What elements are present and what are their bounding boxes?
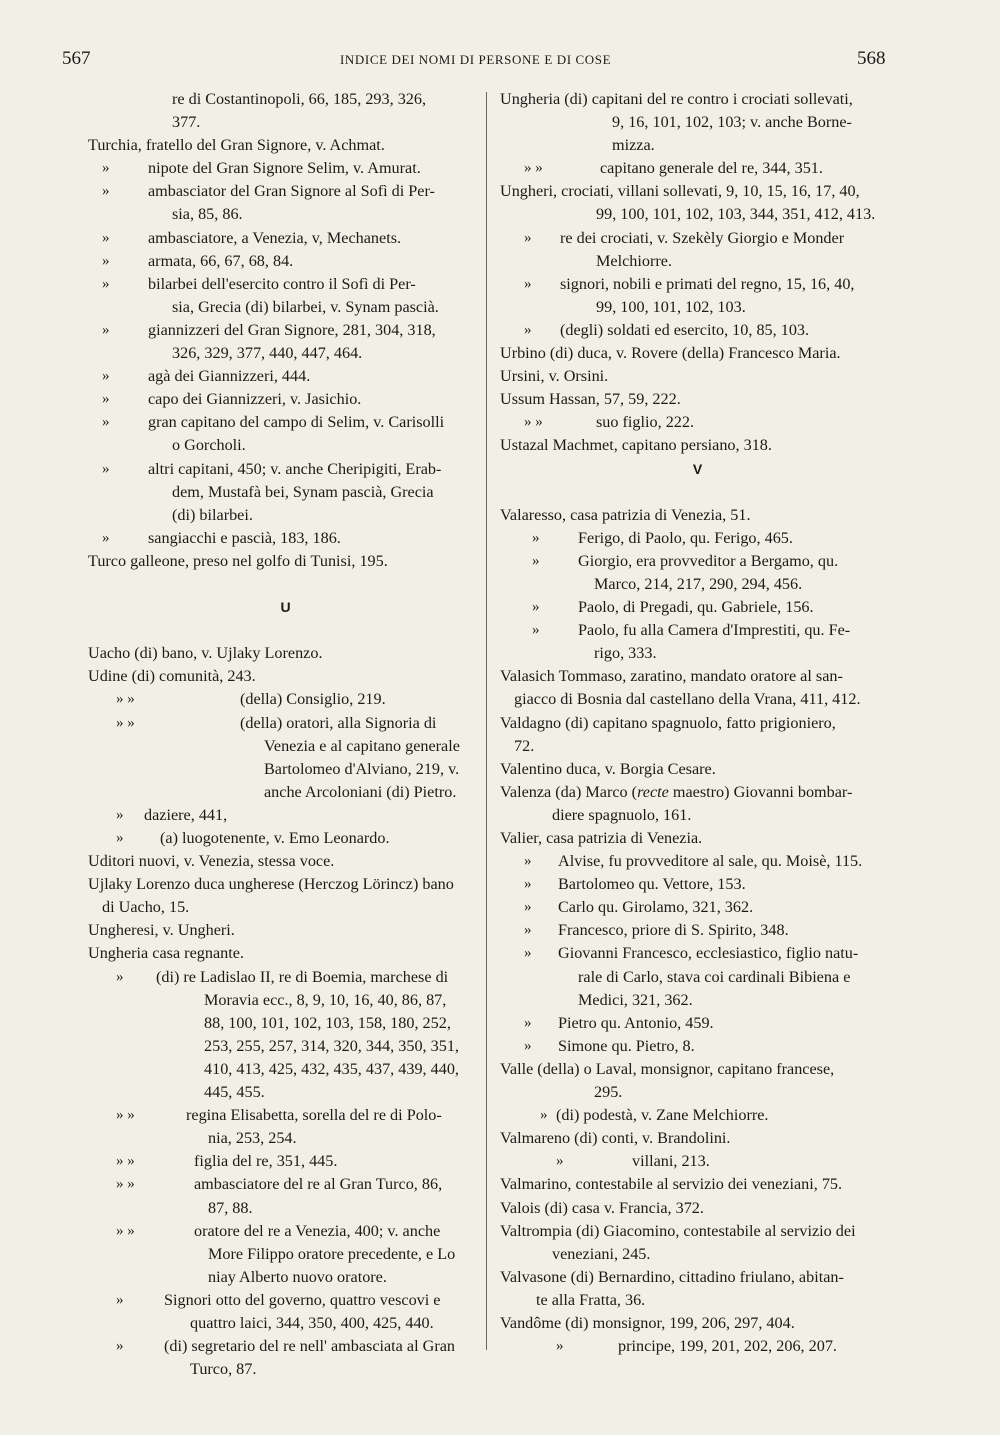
ditto-mark: » [556, 1153, 564, 1170]
index-subentry-line [500, 873, 895, 896]
entry-text: Carlo qu. Girolamo, 321, 362. [558, 898, 754, 917]
ditto-mark: » [116, 1338, 124, 1355]
index-continuation-line [88, 111, 483, 134]
ditto-mark: » [556, 1338, 564, 1355]
running-title: INDICE DEI NOMI DI PERSONE E DI COSE [340, 52, 612, 67]
index-subentry-line [88, 388, 483, 411]
index-continuation-line [88, 1012, 483, 1035]
ditto-mark: » [524, 899, 532, 916]
ditto-mark: » [102, 183, 110, 200]
index-subentry-line [88, 712, 483, 735]
index-entry-line [88, 642, 483, 665]
index-entry-line [500, 1173, 895, 1196]
ditto-mark: » [524, 275, 532, 292]
section-letter: U [280, 599, 291, 616]
entry-text: Valasich Tommaso, zaratino, mandato oratore al san- [500, 667, 843, 686]
entry-text: capo dei Giannizzeri, v. Jasichio. [148, 390, 362, 409]
entry-text: re di Costantinopoli, 66, 185, 293, 326, [172, 90, 427, 108]
index-entry-line [500, 180, 895, 203]
index-subentry-line [500, 1150, 895, 1173]
entry-text: Uacho (di) bano, v. Ujlaky Lorenzo. [88, 644, 323, 663]
entry-text: Venezia e al capitano generale [264, 736, 460, 755]
entry-text: Ujlaky Lorenzo duca ungherese (Herczog Lörincz) bano [88, 875, 454, 894]
entry-text: Francesco, priore di S. Spirito, 348. [558, 921, 789, 940]
entry-text: 410, 413, 425, 432, 435, 437, 439, 440, [204, 1059, 459, 1078]
blank-line [88, 619, 483, 642]
entry-text: 295. [594, 1083, 623, 1102]
entry-text: principe, 199, 201, 202, 206, 207. [618, 1337, 837, 1356]
entry-text: (della) oratori, alla Signoria di [240, 713, 437, 732]
entry-text: Signori otto del governo, quattro vescovi e [164, 1290, 441, 1309]
index-subentry-line [88, 180, 483, 203]
index-entry-line [500, 712, 895, 735]
entry-text: te alla Fratta, 36. [536, 1290, 646, 1309]
entry-text: Ferigo, di Paolo, qu. Ferigo, 465. [578, 528, 793, 547]
entry-text: 445, 455. [204, 1083, 265, 1102]
index-subentry-line [500, 619, 895, 642]
entry-text: (di) re Ladislao II, re di Boemia, marchese di [156, 967, 449, 986]
index-continuation-line [500, 1243, 895, 1266]
index-subentry-line [88, 458, 483, 481]
entry-text: armata, 66, 67, 68, 84. [148, 251, 294, 270]
index-entry-line [500, 504, 895, 527]
index-subentry-line [88, 688, 483, 711]
entry-text: ambasciator del Gran Signore al Sofì di Per- [148, 182, 435, 201]
index-entry-line [88, 550, 483, 573]
ditto-mark: » » [116, 1153, 135, 1170]
entry-text: ambasciatore del re al Gran Turco, 86, [194, 1175, 443, 1194]
entry-text: 99, 100, 101, 102, 103. [596, 297, 746, 316]
entry-text: Giorgio, era provveditor a Bergamo, qu. [578, 551, 839, 570]
index-subentry-line [88, 273, 483, 296]
right-index-column [500, 88, 895, 1358]
entry-text: Vandôme (di) monsignor, 199, 206, 297, 404. [500, 1313, 795, 1332]
index-subentry-line [500, 227, 895, 250]
entry-text: Ussum Hassan, 57, 59, 222. [500, 390, 681, 409]
entry-text: 253, 255, 257, 314, 320, 344, 350, 351, [204, 1036, 459, 1055]
index-continuation-line [500, 296, 895, 319]
index-subentry-line [88, 411, 483, 434]
index-continuation-line [88, 481, 483, 504]
entry-text: suo figlio, 222. [596, 413, 695, 432]
ditto-mark: » [102, 391, 110, 408]
index-entry-line [500, 1127, 895, 1150]
blank-line [500, 481, 895, 504]
index-subentry-line [88, 157, 483, 180]
ditto-mark: » » [116, 1107, 135, 1124]
index-subentry-line [88, 250, 483, 273]
entry-text: rigo, 333. [594, 644, 657, 663]
ditto-mark: » [102, 321, 110, 338]
index-subentry-line [500, 596, 895, 619]
ditto-mark: » [102, 252, 110, 269]
entry-text: Medici, 321, 362. [578, 990, 693, 1009]
index-continuation-line [88, 1035, 483, 1058]
ditto-mark: » » [116, 1222, 135, 1239]
index-entry-line [500, 342, 895, 365]
index-subentry-line [500, 919, 895, 942]
index-continuation-line [88, 989, 483, 1012]
entry-text: Alvise, fu provveditore al sale, qu. Moisè, 115. [558, 852, 863, 871]
ditto-mark: » » [116, 714, 135, 731]
ditto-mark: » [540, 1107, 548, 1124]
index-entry-line [88, 942, 483, 965]
index-continuation-line [500, 203, 895, 226]
entry-text: Ungheresi, v. Ungheri. [88, 921, 235, 940]
index-entry-line [500, 1058, 895, 1081]
entry-text: Turchia, fratello del Gran Signore, v. Achmat. [88, 136, 385, 155]
entry-text: nipote del Gran Signore Selim, v. Amurat. [148, 159, 421, 178]
entry-text: Valier, casa patrizia di Venezia. [500, 829, 703, 847]
entry-text: Turco galleone, preso nel golfo di Tunisi, 195. [88, 551, 388, 570]
ditto-mark: » [524, 229, 532, 246]
entry-text: altri capitani, 450; v. anche Cheripigiti, Erab- [148, 459, 442, 478]
entry-text: Giovanni Francesco, ecclesiastico, figlio natu- [558, 944, 859, 963]
index-subentry-line [500, 273, 895, 296]
entry-text: (della) Consiglio, 219. [240, 690, 386, 709]
entry-text: Valentino duca, v. Borgia Cesare. [500, 759, 716, 778]
index-continuation-line [88, 781, 483, 804]
index-continuation-line [500, 804, 895, 827]
entry-text: di Uacho, 15. [102, 898, 190, 917]
entry-text: Urbino (di) duca, v. Rovere (della) Francesco Maria. [500, 344, 841, 363]
entry-text: Ursini, v. Orsini. [500, 367, 609, 386]
ditto-mark: » [524, 1014, 532, 1031]
index-subentry-line [500, 411, 895, 434]
ditto-mark: » [524, 945, 532, 962]
index-continuation-line [500, 1289, 895, 1312]
index-subentry-line [88, 966, 483, 989]
entry-text: (a) luogotenente, v. Emo Leonardo. [160, 829, 390, 847]
index-subentry-line [500, 1104, 895, 1127]
index-subentry-line [500, 157, 895, 180]
entry-text: oratore del re a Venezia, 400; v. anche [194, 1221, 441, 1240]
index-entry-line [500, 827, 895, 850]
entry-text: sangiacchi e pascià, 183, 186. [148, 528, 341, 547]
ditto-mark: » [102, 529, 110, 546]
ditto-mark: » [102, 275, 110, 292]
index-subentry-line [88, 1173, 483, 1196]
index-continuation-line [500, 134, 895, 157]
ditto-mark: » [524, 876, 532, 893]
index-entry-line [88, 665, 483, 688]
index-continuation-line [500, 966, 895, 989]
index-subentry-line [500, 319, 895, 342]
index-continuation-line [88, 88, 483, 111]
entry-text: Valle (della) o Laval, monsignor, capitano francese, [500, 1059, 835, 1078]
index-subentry-line [88, 804, 483, 827]
index-continuation-line [88, 504, 483, 527]
entry-text: capitano generale del re, 344, 351. [600, 159, 823, 178]
left-index-column [88, 88, 483, 1381]
entry-text: quattro laici, 344, 350, 400, 425, 440. [190, 1313, 434, 1332]
column-divider [486, 92, 487, 1350]
index-continuation-line [88, 203, 483, 226]
section-letter: V [692, 460, 703, 477]
entry-text: Valmareno (di) conti, v. Brandolini. [500, 1129, 731, 1148]
entry-text: re dei crociati, v. Szekèly Giorgio e Monder [560, 228, 845, 247]
entry-text: giannizzeri del Gran Signore, 281, 304, 318, [148, 320, 436, 339]
entry-text: Valois (di) casa v. Francia, 372. [500, 1198, 704, 1217]
entry-text: Valmarino, contestabile al servizio dei veneziani, 75. [500, 1175, 843, 1194]
entry-text: Simone qu. Pietro, 8. [558, 1036, 695, 1055]
entry-text: Turco, 87. [190, 1360, 257, 1379]
entry-text: giacco di Bosnia dal castellano della Vrana, 411, 412. [514, 690, 861, 709]
index-continuation-line [88, 1312, 483, 1335]
index-subentry-line [500, 527, 895, 550]
entry-text: (di) segretario del re nell' ambasciata al Gran [164, 1337, 456, 1356]
index-subentry-line [88, 527, 483, 550]
ditto-mark: » [524, 853, 532, 870]
ditto-mark: » [524, 321, 532, 338]
index-continuation-line [500, 989, 895, 1012]
ditto-mark: » [532, 552, 540, 569]
ditto-mark: » [102, 460, 110, 477]
entry-text: Uditori nuovi, v. Venezia, stessa voce. [88, 852, 335, 871]
index-subentry-line [500, 550, 895, 573]
index-continuation-line [88, 758, 483, 781]
blank-line [88, 573, 483, 596]
ditto-mark: » [524, 1037, 532, 1054]
index-subentry-line [500, 896, 895, 919]
entry-text: Bartolomeo d'Alviano, 219, v. [264, 759, 460, 778]
entry-text: ambasciatore, a Venezia, v, Mechanets. [148, 228, 402, 247]
index-continuation-line [88, 1058, 483, 1081]
entry-text: anche Arcoloniani (di) Pietro. [264, 782, 457, 801]
index-continuation-line [88, 1197, 483, 1220]
index-entry-line [500, 388, 895, 411]
index-continuation-line [500, 1081, 895, 1104]
index-entry-line [88, 134, 483, 157]
index-entry-line [500, 781, 895, 804]
entry-text: Valtrompia (di) Giacomino, contestabile al servizio dei [500, 1221, 856, 1240]
entry-text: Bartolomeo qu. Vettore, 153. [558, 875, 746, 894]
index-subentry-line [88, 1335, 483, 1358]
index-entry-line [88, 919, 483, 942]
entry-text: Moravia ecc., 8, 9, 10, 16, 40, 86, 87, [204, 990, 447, 1009]
index-subentry-line [88, 365, 483, 388]
index-subentry-line [500, 1035, 895, 1058]
entry-text: Valenza (da) Marco (recte maestro) Giovanni bombar- [500, 782, 853, 801]
entry-text: sia, 85, 86. [172, 205, 243, 224]
entry-text: daziere, 441, [144, 805, 228, 824]
entry-text: signori, nobili e primati del regno, 15, 16, 40, [560, 274, 855, 293]
entry-text: (degli) soldati ed esercito, 10, 85, 103. [560, 320, 810, 339]
entry-text: 99, 100, 101, 102, 103, 344, 351, 412, 413. [596, 205, 876, 224]
entry-text: mizza. [612, 136, 655, 155]
index-continuation-line [88, 1266, 483, 1289]
entry-text: nia, 253, 254. [208, 1129, 297, 1148]
entry-text: Valdagno (di) capitano spagnuolo, fatto prigioniero, [500, 713, 836, 732]
entry-text: Ustazal Machmet, capitano persiano, 318. [500, 436, 772, 455]
entry-text: 377. [172, 113, 201, 132]
index-entry-line [500, 1312, 895, 1335]
entry-text: Ungheri, crociati, villani sollevati, 9, 10, 15, 16, 17, 40, [500, 182, 860, 201]
entry-text: Ungheria casa regnante. [88, 944, 244, 963]
entry-text: niay Alberto nuovo oratore. [208, 1267, 387, 1286]
entry-text: o Gorcholi. [172, 436, 246, 455]
entry-text: figlia del re, 351, 445. [194, 1152, 338, 1171]
index-entry-line [500, 434, 895, 457]
entry-text: (di) bilarbei. [172, 505, 253, 524]
entry-text: dem, Mustafà bei, Synam pascià, Grecia [172, 482, 434, 501]
entry-text: 326, 329, 377, 440, 447, 464. [172, 344, 363, 363]
entry-text: Melchiorre. [596, 251, 672, 270]
entry-text: Udine (di) comunità, 243. [88, 667, 256, 686]
ditto-mark: » [102, 229, 110, 246]
ditto-mark: » » [116, 691, 135, 708]
ditto-mark: » [532, 599, 540, 616]
index-continuation-line [88, 1127, 483, 1150]
entry-text: sia, Grecia (di) bilarbei, v. Synam pascià. [172, 297, 439, 316]
entry-text: gran capitano del campo di Selim, v. Carisolli [148, 413, 445, 432]
ditto-mark: » » [524, 414, 543, 431]
entry-text: More Filippo oratore precedente, e Lo [208, 1244, 456, 1263]
index-continuation-line [88, 342, 483, 365]
entry-text: diere spagnuolo, 161. [552, 805, 692, 824]
index-subentry-line [500, 942, 895, 965]
index-continuation-line [500, 573, 895, 596]
entry-text: Ungheria (di) capitani del re contro i crociati sollevati, [500, 90, 853, 108]
ditto-mark: » [102, 414, 110, 431]
index-continuation-line [88, 434, 483, 457]
entry-text: regina Elisabetta, sorella del re di Polo- [186, 1106, 442, 1125]
index-continuation-line [500, 250, 895, 273]
ditto-mark: » [532, 622, 540, 639]
index-entry-line [500, 365, 895, 388]
index-entry-line [500, 1266, 895, 1289]
index-entry-line [500, 665, 895, 688]
entry-text: villani, 213. [632, 1152, 710, 1171]
ditto-mark: » » [524, 160, 543, 177]
ditto-mark: » » [116, 1176, 135, 1193]
index-subentry-line [500, 850, 895, 873]
entry-text: 87, 88. [208, 1198, 253, 1217]
ditto-mark: » [116, 830, 124, 846]
entry-text: Pietro qu. Antonio, 459. [558, 1013, 714, 1032]
entry-text: Valaresso, casa patrizia di Venezia, 51. [500, 505, 751, 524]
entry-text: rale di Carlo, stava coi cardinali Bibiena e [578, 967, 851, 986]
entry-text: agà dei Giannizzeri, 444. [148, 367, 311, 386]
entry-text: 9, 16, 101, 102, 103; v. anche Borne- [612, 113, 852, 132]
entry-text: (di) podestà, v. Zane Melchiorre. [556, 1106, 769, 1125]
entry-text: Paolo, fu alla Camera d'Imprestiti, qu. Fe- [578, 621, 851, 640]
entry-text: Paolo, di Pregadi, qu. Gabriele, 156. [578, 598, 814, 617]
index-continuation-line [88, 735, 483, 758]
index-subentry-line [88, 1289, 483, 1312]
ditto-mark: » [102, 160, 110, 177]
index-subentry-line [88, 1104, 483, 1127]
index-subentry-line [500, 1335, 895, 1358]
index-continuation-line [88, 1243, 483, 1266]
ditto-mark: » [102, 368, 110, 385]
ditto-mark: » [116, 806, 124, 823]
index-entry-line [88, 850, 483, 873]
ditto-mark: » [532, 529, 540, 546]
entry-text: 72. [514, 736, 535, 755]
entry-text: Marco, 214, 217, 290, 294, 456. [594, 574, 803, 593]
ditto-mark: » [116, 968, 124, 985]
left-page-number: 567 [62, 48, 91, 69]
index-continuation-line [500, 642, 895, 665]
index-subentry-line [500, 1012, 895, 1035]
ditto-mark: » [524, 922, 532, 939]
right-page-number: 568 [857, 48, 886, 69]
index-subentry-line [88, 319, 483, 342]
index-entry-line [500, 88, 895, 111]
index-continuation-line [88, 296, 483, 319]
index-continuation-line [500, 111, 895, 134]
entry-text: Valvasone (di) Bernardino, cittadino friulano, abitan- [500, 1267, 844, 1286]
index-continuation-line [88, 1081, 483, 1104]
index-subentry-line [88, 827, 483, 850]
index-subentry-line [88, 227, 483, 250]
entry-text: veneziani, 245. [552, 1244, 651, 1263]
index-entry-line [500, 1197, 895, 1220]
index-subentry-line [88, 1150, 483, 1173]
index-continuation-line [500, 735, 895, 758]
index-entry-line [500, 1220, 895, 1243]
index-continuation-line [88, 896, 483, 919]
index-continuation-line [88, 1358, 483, 1381]
index-subentry-line [88, 1220, 483, 1243]
index-entry-line [500, 758, 895, 781]
index-entry-line [88, 873, 483, 896]
index-continuation-line [500, 688, 895, 711]
entry-text: bilarbei dell'esercito contro il Sofì di Per- [148, 274, 416, 293]
ditto-mark: » [116, 1291, 124, 1308]
entry-text: 88, 100, 101, 102, 103, 158, 180, 252, [204, 1013, 451, 1032]
